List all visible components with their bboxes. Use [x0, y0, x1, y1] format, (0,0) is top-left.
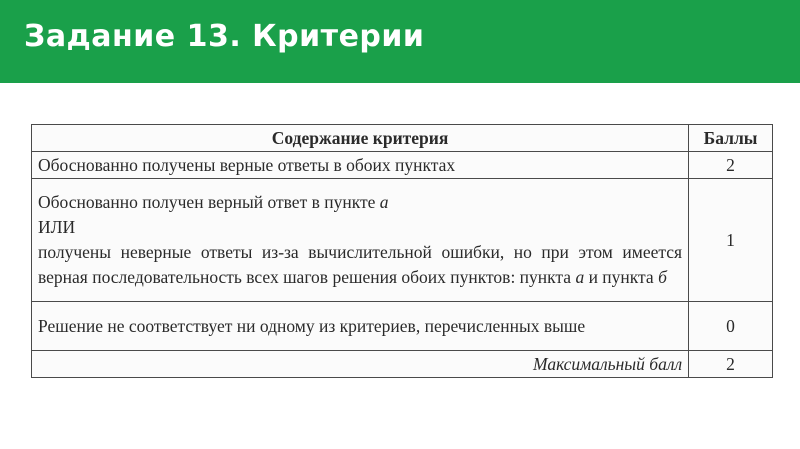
- criterion-score: 1: [689, 179, 773, 302]
- table-row: [32, 302, 773, 351]
- max-score-label: Максимальный балл: [32, 351, 689, 378]
- max-score-value: 2: [689, 351, 773, 378]
- slide-title: Задание 13. Критерии: [24, 19, 425, 54]
- or-label: ИЛИ: [38, 217, 76, 237]
- criterion-score: 0: [689, 302, 773, 351]
- table-header-row: [32, 125, 773, 152]
- criterion-text: [32, 179, 689, 302]
- slide-header: [0, 0, 800, 83]
- criterion-line: получены неверные ответы из-за вычислительной ошибки, но при этом имеется верная последовательность всех шагов решения обоих пунктов: пункта: [38, 242, 683, 287]
- criteria-table: [31, 124, 773, 378]
- table-row: [32, 152, 773, 179]
- max-score-row: [32, 351, 773, 378]
- column-header-content: Содержание критерия: [32, 125, 689, 152]
- item-a-label: а: [575, 267, 585, 287]
- criterion-line: Обоснованно получен верный ответ в пункте: [38, 192, 380, 212]
- item-a-label: а: [379, 192, 389, 212]
- table-row: [32, 179, 773, 302]
- column-header-score: Баллы: [689, 125, 773, 152]
- criterion-text: Решение не соответствует ни одному из критериев, перечисленных выше: [32, 302, 689, 351]
- item-b-label: б: [658, 267, 667, 287]
- criterion-text: Обоснованно получены верные ответы в обоих пунктах: [32, 152, 689, 179]
- conjunction: и пункта: [584, 267, 659, 287]
- criterion-score: 2: [689, 152, 773, 179]
